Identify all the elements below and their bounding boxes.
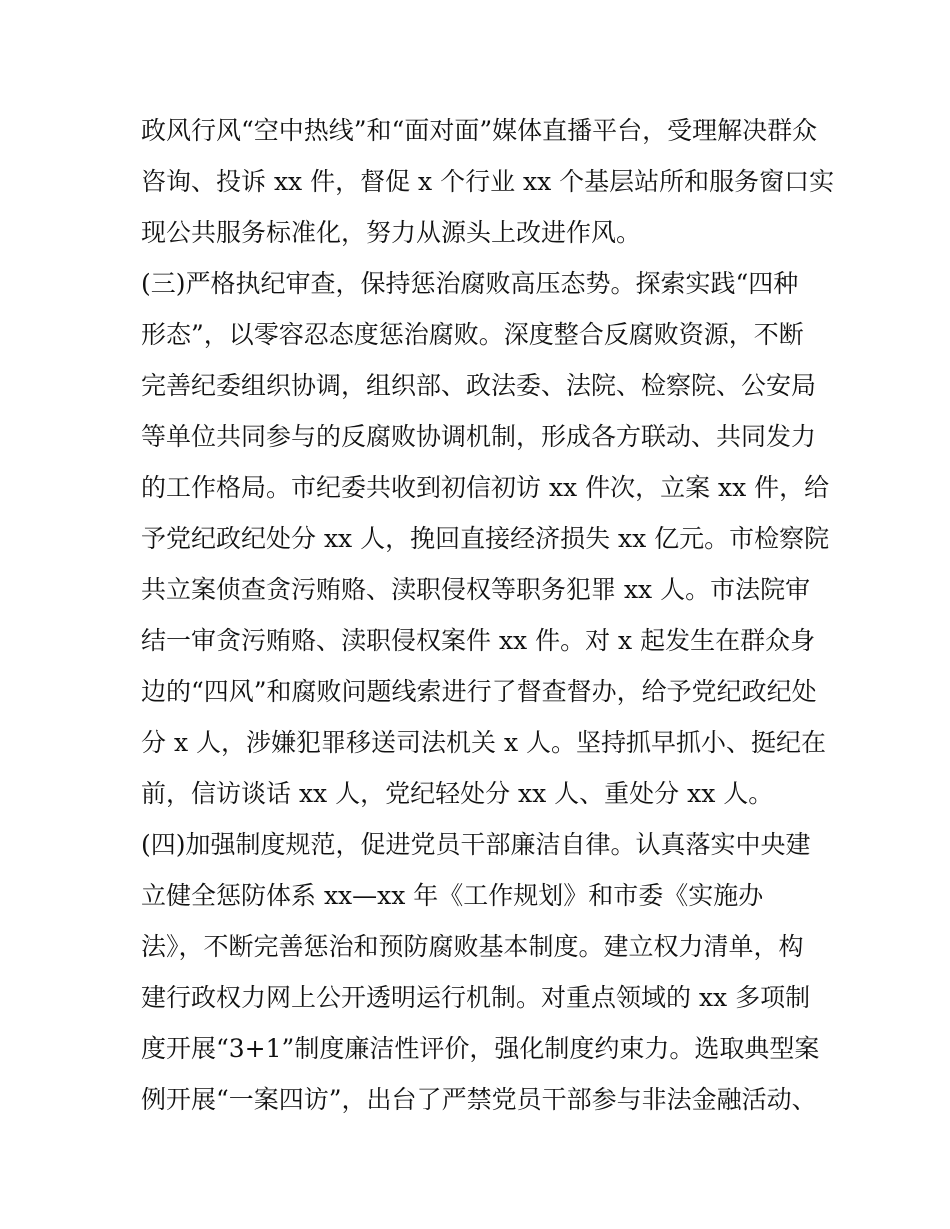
text-line: 法》，不断完善惩治和预防腐败基本制度。建立权力清单，构 xyxy=(141,932,804,961)
text-line: 例开展“一案四访”，出台了严禁党员干部参与非法金融活动、 xyxy=(141,1085,817,1114)
text-line: (三)严格执纪审查，保持惩治腐败高压态势。探索实践“四种 xyxy=(141,269,799,298)
text-line: 咨询、投诉 xx 件，督促 x 个行业 xx 个基层站所和服务窗口实 xyxy=(141,167,835,196)
text-line: 形态”，以零容忍态度惩治腐败。深度整合反腐败资源，不断 xyxy=(141,320,804,349)
text-line: 度开展“3+1”制度廉洁性评价，强化制度约束力。选取典型案 xyxy=(141,1034,820,1063)
text-line: 等单位共同参与的反腐败协调机制，形成各方联动、共同发力 xyxy=(141,422,817,451)
body-text xyxy=(141,105,835,1125)
text-line: 立健全惩防体系 xx—xx 年《工作规划》和市委《实施办 xyxy=(141,881,764,910)
text-line: 予党纪政纪处分 xx 人，挽回直接经济损失 xx 亿元。市检察院 xyxy=(141,524,830,553)
text-line: 前，信访谈话 xx 人，党纪轻处分 xx 人、重处分 xx 人。 xyxy=(141,779,774,808)
text-line: 的工作格局。市纪委共收到初信初访 xx 件次，立案 xx 件，给 xyxy=(141,473,830,502)
text-line: 共立案侦查贪污贿赂、渎职侵权等职务犯罪 xx 人。市法院审 xyxy=(141,575,811,604)
text-line: 分 x 人，涉嫌犯罪移送司法机关 x 人。坚持抓早抓小、挺纪在 xyxy=(141,728,826,757)
text-line: 结一审贪污贿赂、渎职侵权案件 xx 件。对 x 起发生在群众身 xyxy=(141,626,816,655)
text-line: (四)加强制度规范，促进党员干部廉洁自律。认真落实中央建 xyxy=(141,830,811,859)
text-line: 边的“四风”和腐败问题线索进行了督查督办，给予党纪政纪处 xyxy=(141,677,817,706)
text-line: 建行政权力网上公开透明运行机制。对重点领域的 xx 多项制 xyxy=(141,983,811,1012)
text-line: 完善纪委组织协调，组织部、政法委、法院、检察院、公安局 xyxy=(141,371,817,400)
text-line: 现公共服务标准化，努力从源头上改进作风。 xyxy=(141,218,642,247)
text-line: 政风行风“空中热线”和“面对面”媒体直播平台，受理解决群众 xyxy=(141,116,818,145)
